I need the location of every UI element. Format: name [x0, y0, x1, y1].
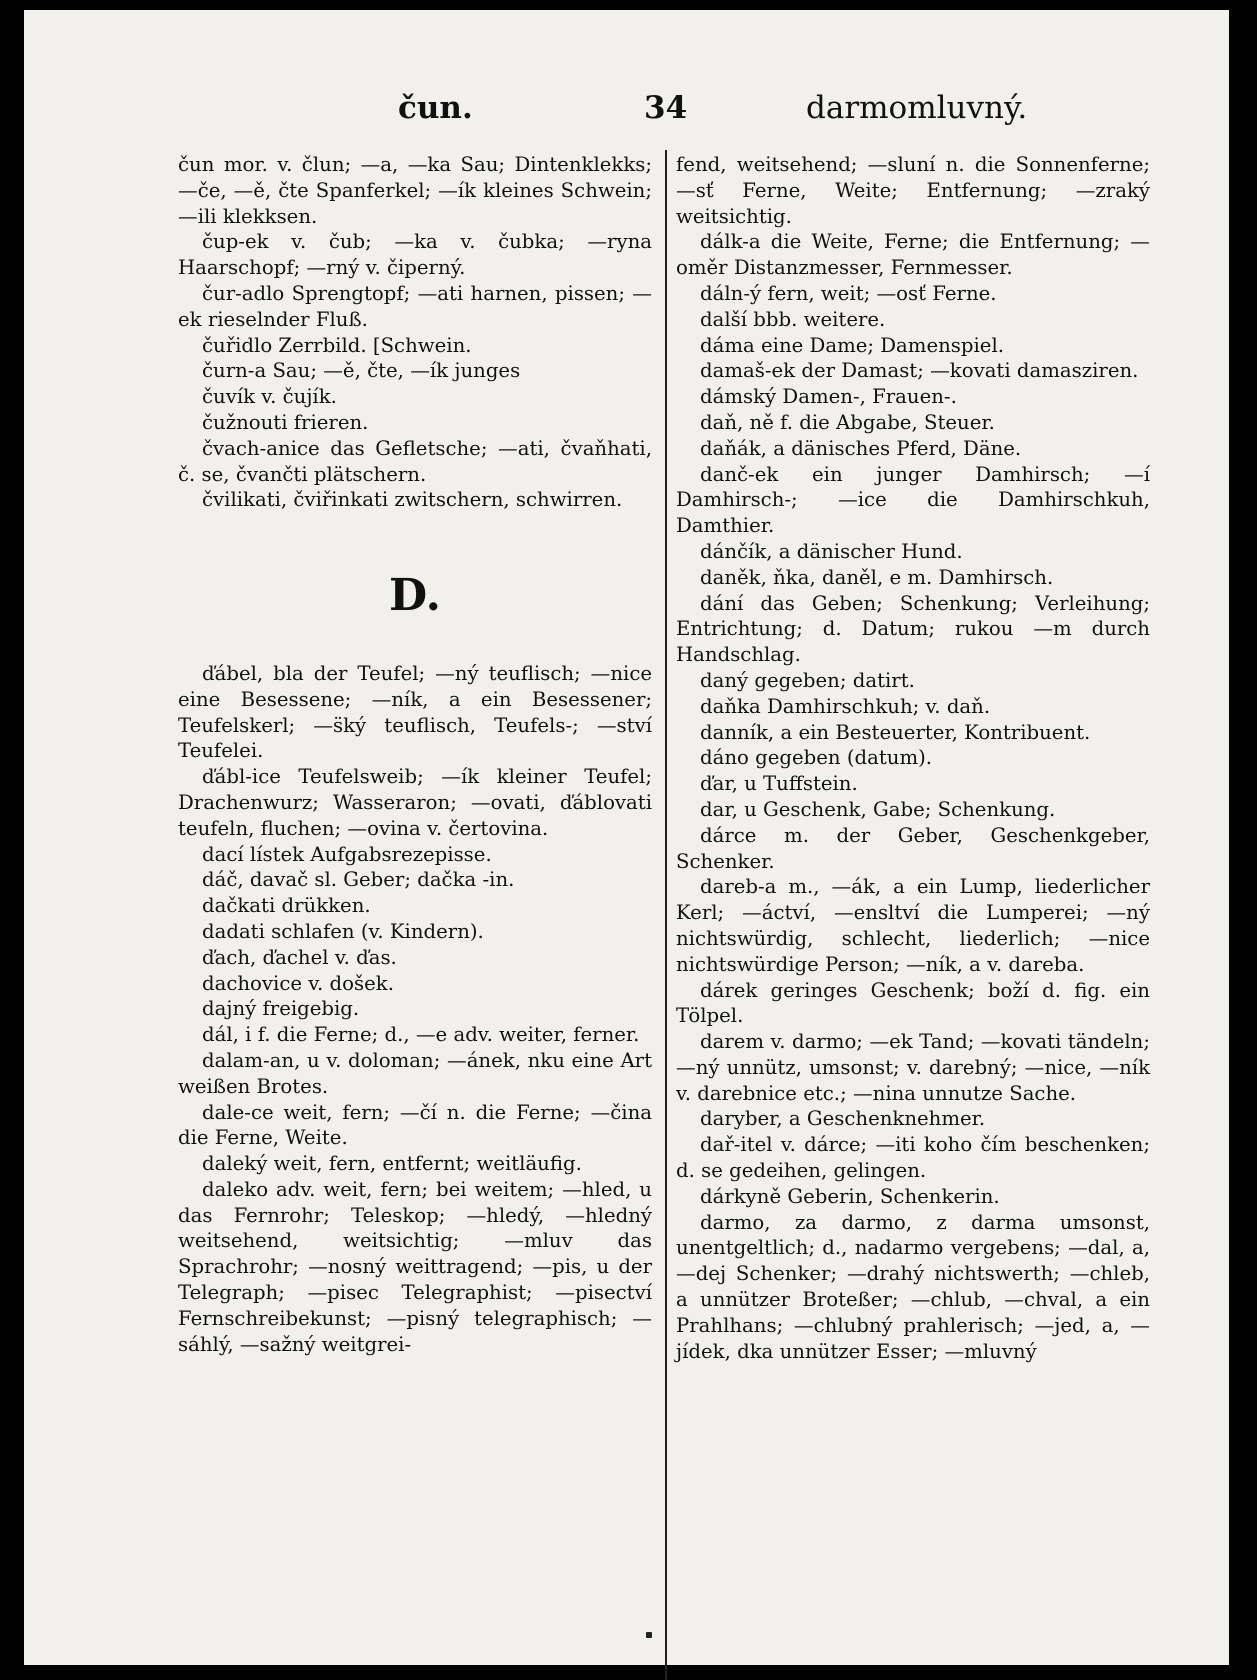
dictionary-entry: daryber, a Geschenknehmer. [700, 1107, 986, 1131]
dictionary-entry: daněk, ňka, daněl, e m. Damhirsch. [700, 565, 1054, 589]
dictionary-entry: dání das Geben; Schenkung; Verleihung; Entrichtung; d. Datum; rukou —m durch Handschlag. [676, 591, 1150, 667]
dictionary-entry: ďábl-ice Teufelsweib; —ík kleiner Teufel; Drachenwurz; Wasseraron; —ovati, ďáblovati teufeln, fluchen; —ovina v. čertovina. [178, 765, 652, 840]
dictionary-entry: ďábel, bla der Teufel; —ný teuflisch; —nice eine Besessene; —ník, a ein Besessener; Teufelskerl; —s̈ký teuflisch, Teufels-; —ství Teufelei. [178, 661, 652, 763]
dictionary-entry: dárkyně Geberin, Schenkerin. [700, 1184, 1000, 1208]
dictionary-entry: ďach, ďachel v. ďas. [202, 945, 397, 969]
dictionary-entry: další bbb. weitere. [700, 307, 886, 331]
dictionary-entry: fend, weitsehend; —sluní n. die Sonnenferne; —sť Ferne, Weite; Entfernung; —zraký weitsichtig. [676, 153, 1150, 228]
dictionary-entry: daný gegeben; datirt. [700, 668, 915, 692]
dictionary-entry: dámský Damen-, Frauen-. [700, 385, 957, 409]
column-divider [665, 150, 667, 1680]
dictionary-entry: čvilikati, čviřinkati zwitschern, schwirren. [202, 488, 623, 512]
dictionary-entry: dař-itel v. dárce; —iti koho čím beschenken; d. se gedeihen, gelingen. [676, 1133, 1150, 1183]
dictionary-entry: čun mor. v. člun; —a, —ka Sau; Dintenklekks; —če, —ě, čte Spanferkel; —ík kleines Schwein; —ili klekksen. [178, 153, 652, 228]
dictionary-entry: daň, ně f. die Abgabe, Steuer. [700, 410, 995, 434]
running-head-right: darmomluvný. [806, 90, 1028, 126]
left-column-top-entries [178, 152, 652, 513]
right-column [676, 152, 1150, 1364]
dictionary-entry: dárce m. der Geber, Geschenkgeber, Schenker. [676, 823, 1150, 873]
dictionary-entry: danník, a ein Besteuerter, Kontribuent. [700, 720, 1091, 744]
dictionary-entry: dáč, davač sl. Geber; dačka -in. [202, 868, 515, 892]
dictionary-entry: čurn-a Sau; —ě, čte, —ík junges [202, 359, 521, 383]
dictionary-entry: čuvík v. čujík. [202, 385, 337, 409]
dictionary-entry: dáno gegeben (datum). [700, 746, 933, 770]
dictionary-entry: dárek geringes Geschenk; boží d. fig. ein Tölpel. [676, 978, 1150, 1028]
bottom-speck [646, 1632, 652, 1638]
dictionary-entry: dáln-ý fern, weit; —osť Ferne. [700, 281, 997, 305]
dictionary-entry: čvach-anice das Gefletsche; —ati, čvaňhati, č. se, čvančti plätschern. [178, 436, 652, 486]
dictionary-entry: čuřidlo Zerrbild. [Schwein. [202, 333, 472, 357]
dictionary-entry: danč-ek ein junger Damhirsch; —í Damhirsch-; —ice die Damhirschkuh, Damthier. [676, 462, 1150, 538]
left-column-bottom-entries [178, 661, 652, 1358]
dictionary-entry: ďar, u Tuffstein. [700, 772, 858, 796]
dictionary-entry: dareb-a m., —ák, a ein Lump, liederlicher Kerl; —áctví, —ensltví die Lumperei; —ný nichtswürdig, schlecht, liederlich; —nice nichtswürdige Person; —ník, a v. dareba. [676, 875, 1150, 976]
dictionary-entry: daleký weit, fern, entfernt; weitläufig. [202, 1152, 582, 1176]
dictionary-entry: dajný freigebig. [202, 997, 360, 1021]
dictionary-entry: dánčík, a dänischer Hund. [700, 539, 963, 563]
dictionary-entry: dál, i f. die Ferne; d., —e adv. weiter, ferner. [202, 1023, 640, 1047]
left-column [178, 152, 652, 1357]
dictionary-entry: darem v. darmo; —ek Tand; —kovati tändeln; —ný unnütz, umsonst; v. darebný; —nice, —ník v. darebnice etc.; —nina unnutze Sache. [676, 1030, 1150, 1105]
running-head-left: čun. [398, 90, 473, 126]
dictionary-entry: dačkati drükken. [202, 894, 371, 918]
dictionary-entry: dáma eine Dame; Damenspiel. [700, 333, 1005, 357]
page-number: 34 [644, 90, 688, 126]
dictionary-page [24, 10, 1229, 1665]
dictionary-entry: dar, u Geschenk, Gabe; Schenkung. [700, 797, 1056, 821]
section-letter: D. [389, 570, 441, 622]
dictionary-entry: dálk-a die Weite, Ferne; die Entfernung; —oměr Distanzmesser, Fernmesser. [676, 230, 1150, 280]
dictionary-entry: damaš-ek der Damast; —kovati damasziren. [700, 359, 1139, 383]
dictionary-entry: darmo, za darmo, z darma umsonst, unentgeltlich; d., nadarmo vergebens; —dal, a, —dej Schenker; —drahý nichtswerth; —chleb, a unnützer Broteßer; —chlub, —chval, a ein Prahlhans; —chlubný prahlerisch; —jed, a, —jídek, dka unnützer Esser; —mluvný [676, 1210, 1150, 1363]
dictionary-entry: dadati schlafen (v. Kindern). [202, 919, 484, 943]
dictionary-entry: dalam-an, u v. doloman; —ánek, nku eine Art weißen Brotes. [178, 1048, 652, 1098]
dictionary-entry: dací lístek Aufgabsrezepisse. [202, 842, 492, 866]
dictionary-entry: dale-ce weit, fern; —čí n. die Ferne; —čina die Ferne, Weite. [178, 1100, 652, 1150]
dictionary-entry: čur-adlo Sprengtopf; —ati harnen, pissen; —ek rieselnder Fluß. [178, 281, 652, 331]
dictionary-entry: daleko adv. weit, fern; bei weitem; —hled, u das Fernrohr; Teleskop; —hledý, —hledný weitsehend, weitsichtig; —mluv das Sprachrohr; —nosný weittragend; —pis, u der Telegraph; —pisec Telegraphist; —pisectví Fernschreibekunst; —pisný telegraphisch; —sáhlý, —sažný weitgrei- [178, 1177, 652, 1356]
dictionary-entry: dachovice v. došek. [202, 971, 394, 995]
dictionary-entry: daňka Damhirschkuh; v. daň. [700, 694, 991, 718]
dictionary-entry: daňák, a dänisches Pferd, Däne. [700, 436, 1022, 460]
dictionary-entry: čužnouti frieren. [202, 410, 369, 434]
right-column-entries [676, 152, 1150, 1364]
dictionary-entry: čup-ek v. čub; —ka v. čubka; —ryna Haarschopf; —rný v. čiperný. [178, 230, 652, 280]
